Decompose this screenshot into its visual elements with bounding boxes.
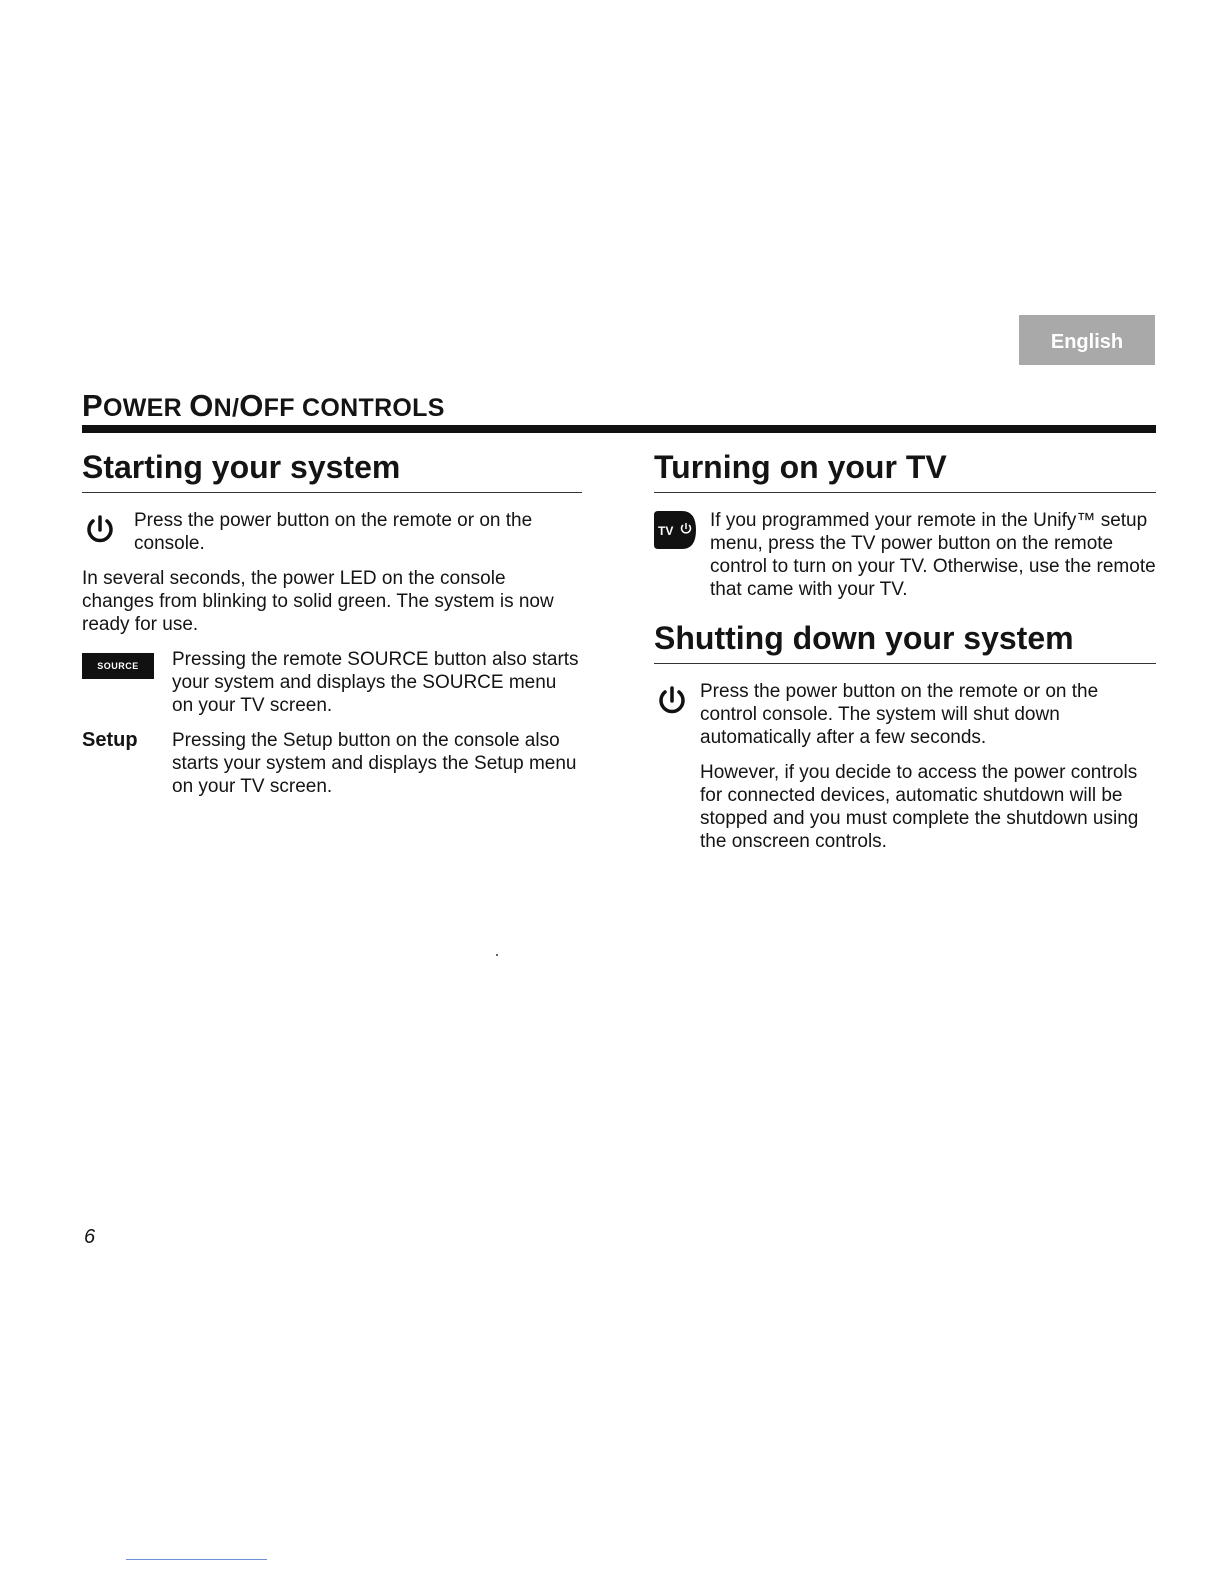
left-column (82, 448, 582, 798)
right-column (654, 448, 1156, 853)
power-icon (82, 513, 118, 553)
power-instruction (82, 509, 582, 555)
stray-dot (496, 954, 498, 956)
shutdown-text: Press the power button on the remote or on the control console. The system will shut down automatically after a few seconds. (700, 681, 1099, 748)
page-number: 6 (84, 1226, 96, 1248)
title-part: FF CONTROLS (263, 394, 445, 422)
shutdown-note: However, if you decide to access the power controls for connected devices, automatic shutdown will be stopped and you must complete the shutdown using the onscreen controls. (700, 762, 1139, 852)
tv-instruction (654, 509, 1156, 601)
source-text: Pressing the remote SOURCE button also starts your system and displays the SOURCE menu on your TV screen. (172, 649, 579, 716)
led-paragraph: In several seconds, the power LED on the console changes from blinking to solid green. The system is now ready for use. (82, 568, 554, 635)
power-icon (654, 684, 690, 724)
tv-power-icon (654, 511, 696, 549)
title-part: O (189, 388, 214, 423)
bottom-line (126, 1559, 267, 1560)
source-instruction (82, 648, 582, 717)
tv-text: If you programmed your remote in the Unify™ setup menu, press the TV power button on the remote control to turn on your TV. Otherwise, use the remote that came with your TV. (710, 510, 1156, 600)
title-part: N/ (213, 394, 240, 422)
section-title (82, 388, 445, 424)
power-text: Press the power button on the remote or on the console. (134, 510, 533, 554)
setup-text: Pressing the Setup button on the console also starts your system and displays the Setup menu on your TV screen. (172, 730, 577, 797)
shutdown-heading: Shutting down your system (654, 619, 1156, 664)
tv-heading: Turning on your TV (654, 448, 1156, 493)
title-rule (82, 425, 1156, 433)
starting-heading: Starting your system (82, 448, 582, 493)
language-tab: English (1019, 315, 1155, 365)
shutdown-instruction (654, 680, 1156, 749)
source-button-icon: SOURCE (82, 653, 154, 679)
tv-icon-label: TV (658, 524, 674, 538)
title-part: P (82, 388, 103, 423)
title-part: OWER (102, 394, 190, 422)
setup-label: Setup (82, 729, 138, 751)
setup-instruction (82, 729, 582, 798)
title-part: O (239, 388, 264, 423)
